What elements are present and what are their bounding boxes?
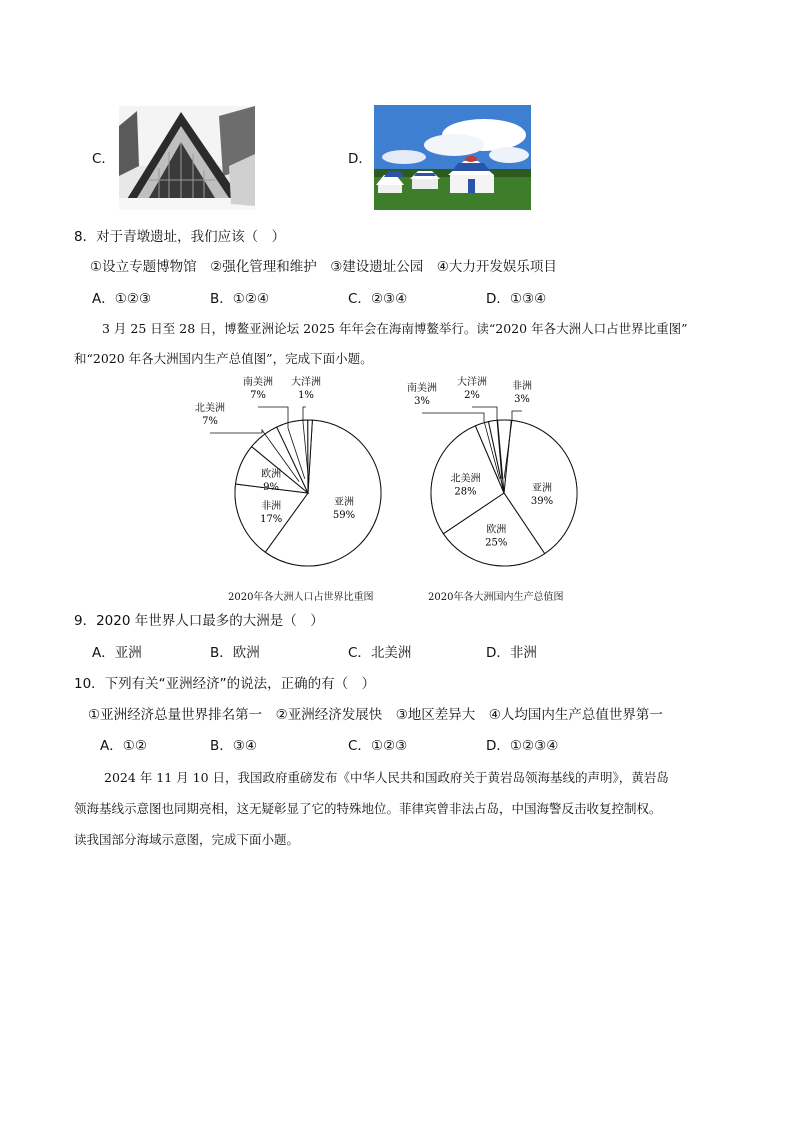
pie-label-value: 17%: [260, 514, 283, 526]
q8-stem: 8．对于青墩遗址，我们应该（ ）: [74, 229, 286, 245]
q8-option-c: C．②③④: [348, 291, 408, 307]
pie-label-name: 北美洲: [195, 403, 225, 414]
q10-option-c: C．①②③: [348, 738, 408, 754]
intro-charts-line2: 和“2020 年各大洲国内生产总值图”，完成下面小题。: [74, 351, 373, 366]
q9-option-d: D．非洲: [486, 645, 537, 661]
q9-option-a: A．亚洲: [92, 645, 142, 661]
intro-map-line2: 领海基线示意图也同期亮相，这无疑彰显了它的特殊地位。菲律宾曾非法占岛，中国海警反击收复控制权。: [74, 801, 662, 816]
intro-charts-line1: 3 月 25 日至 28 日，博鳌亚洲论坛 2025 年年会在海南博鳌举行。读“2020 年各大洲人口占世界比重图”: [102, 321, 688, 336]
q10-option-a: A．①②: [100, 738, 147, 754]
q9-option-b: B．欧洲: [210, 645, 260, 661]
pie-label-value: 7%: [250, 390, 266, 401]
pie-label-value: 9%: [263, 482, 280, 494]
q9-option-c: C．北美洲: [348, 645, 412, 661]
pie-label-name: 南美洲: [407, 383, 437, 394]
pie-label-value: 39%: [530, 496, 554, 507]
pie-label-value: 3%: [414, 396, 430, 407]
q10-stem: 10．下列有关“亚洲经济”的说法，正确的有（ ）: [74, 676, 376, 692]
pie-label-name: 亚洲: [334, 497, 354, 508]
option-c-label: C．: [92, 151, 115, 167]
pie-label-name: 亚洲: [532, 483, 552, 494]
q9-stem: 9．2020 年世界人口最多的大洲是（ ）: [74, 613, 324, 629]
pie-label-value: 25%: [485, 537, 508, 549]
q10-statements: ①亚洲经济总量世界排名第一 ②亚洲经济发展快 ③地区差异大 ④人均国内生产总值世界第一: [88, 707, 663, 723]
pie-label-name: 大洋洲: [457, 377, 487, 388]
chart-caption-gdp: 2020年各大洲国内生产总值图: [428, 592, 564, 603]
pie-label-name: 非洲: [261, 501, 282, 513]
yurt-photo: [374, 105, 531, 210]
q8-statements: ①设立专题博物馆 ②强化管理和维护 ③建设遗址公园 ④大力开发娱乐项目: [90, 259, 557, 275]
q10-option-b: B．③④: [210, 738, 257, 754]
chart-caption-population: 2020年各大洲人口占世界比重图: [228, 592, 374, 603]
pie-label-name: 欧洲: [261, 469, 282, 481]
pie-charts: [195, 375, 600, 610]
pie-label-value: 2%: [464, 390, 480, 401]
pie-label-value: 28%: [454, 486, 477, 498]
intro-map-line1: 2024 年 11 月 10 日，我国政府重磅发布《中华人民共和国政府关于黄岩岛领海基线的声明》，黄岩岛: [104, 770, 669, 785]
q10-option-d: D．①②③④: [486, 738, 559, 754]
q8-option-b: B．①②④: [210, 291, 270, 307]
pie-label-name: 非洲: [512, 381, 532, 392]
pie-label-value: 7%: [202, 416, 218, 427]
option-d-label: D．: [348, 151, 372, 167]
pie-label-value: 1%: [298, 390, 314, 401]
q8-option-a: A．①②③: [92, 291, 152, 307]
pie-label-name: 北美洲: [450, 473, 481, 485]
intro-map-line3: 读我国部分海域示意图，完成下面小题。: [74, 832, 300, 847]
q8-option-d: D．①③④: [486, 291, 547, 307]
pie-label-value: 59%: [332, 510, 356, 521]
pie-label-name: 南美洲: [243, 377, 273, 388]
a-frame-house-photo: [119, 106, 255, 210]
pie-label-value: 3%: [514, 394, 530, 405]
pie-label-name: 欧洲: [486, 524, 507, 536]
pie-label-name: 大洋洲: [291, 377, 321, 388]
